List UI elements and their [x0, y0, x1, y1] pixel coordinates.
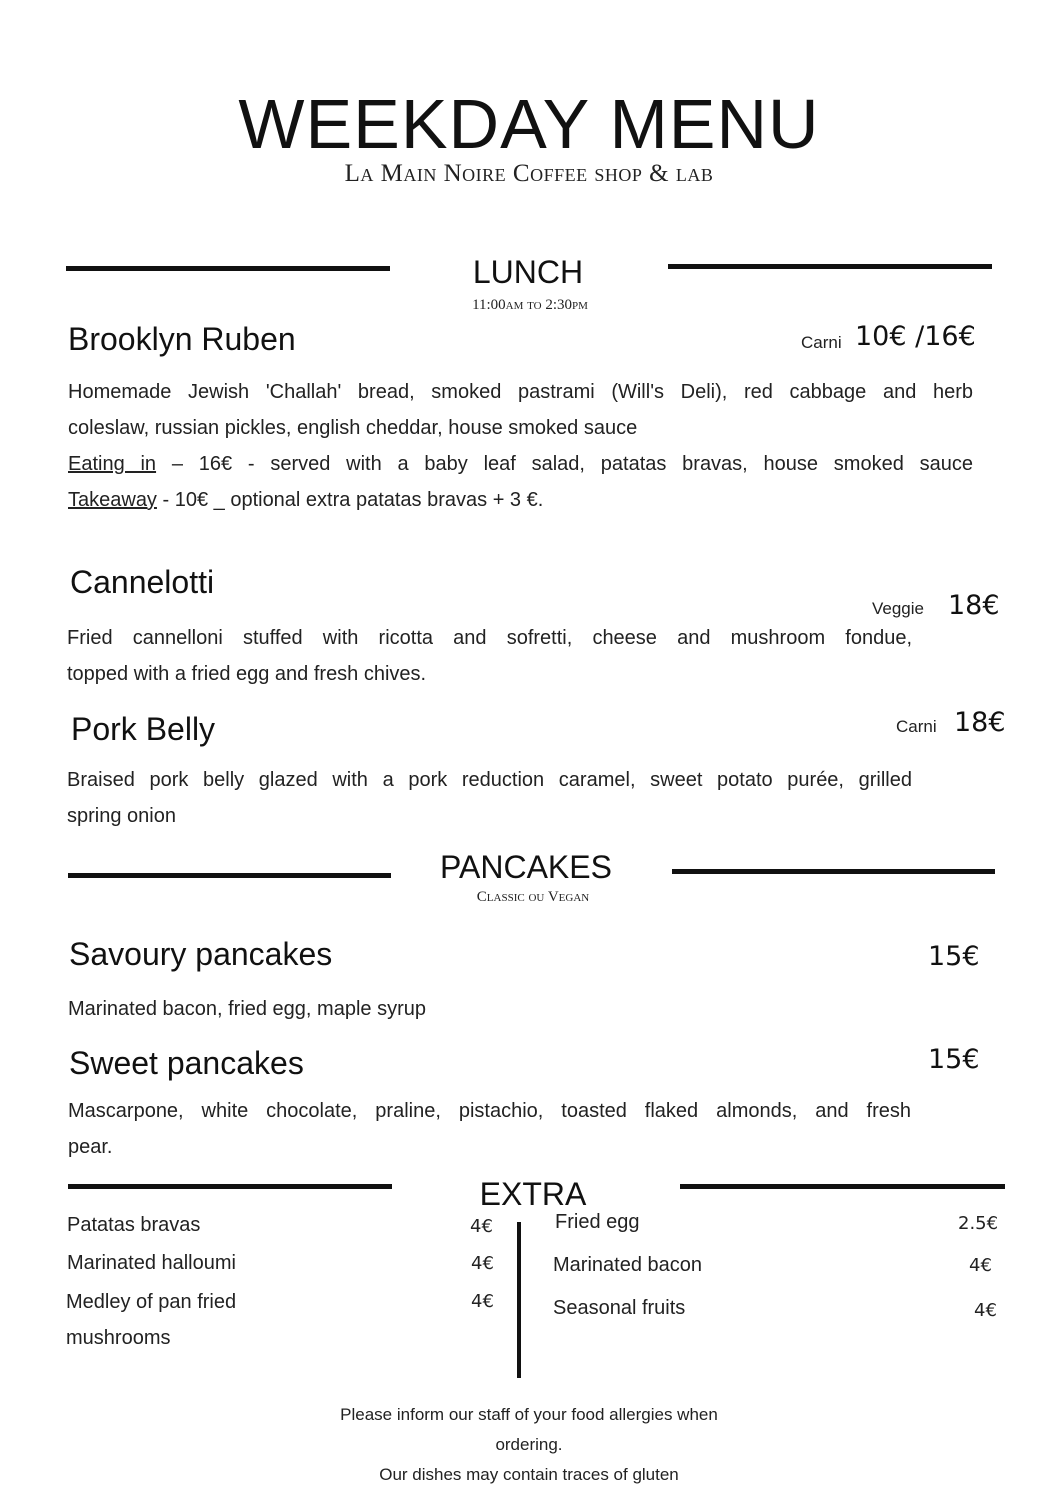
- dish-price: 18€: [948, 590, 1000, 621]
- description-line: Braised pork belly glazed with a pork reduction caramel, sweet potato purée, grilled: [67, 769, 912, 791]
- dish-name: Brooklyn Ruben: [68, 321, 296, 357]
- description-line: spring onion: [67, 805, 176, 827]
- takeaway-line: [68, 482, 973, 518]
- page-subtitle: La Main Noire Coffee shop & lab: [344, 160, 714, 187]
- lunch-section-title: LUNCH: [472, 254, 584, 290]
- eating-in-text: – 16€ - served with a baby leaf salad, patatas bravas, house smoked sauce: [156, 453, 973, 475]
- takeaway-label: Takeaway: [68, 489, 157, 511]
- extra-column-divider: [517, 1222, 521, 1378]
- allergy-notice: ordering.: [495, 1435, 563, 1454]
- dish-description: [68, 374, 973, 518]
- dish-name: Cannelotti: [70, 564, 215, 600]
- dish-price: 15€: [928, 941, 980, 972]
- dish-name: Pork Belly: [71, 711, 216, 747]
- description-line: Homemade Jewish 'Challah' bread, smoked pastrami (Will's Deli), red cabbage and herb: [68, 381, 973, 403]
- dish-tag: Veggie: [872, 599, 924, 618]
- eating-in-line: [68, 446, 973, 482]
- dish-name: Savoury pancakes: [69, 936, 333, 972]
- extra-item-name: Marinated halloumi: [67, 1252, 236, 1274]
- description-line: pear.: [68, 1136, 113, 1158]
- dish-price: 10€ /16€: [855, 321, 976, 352]
- dish-description: [67, 762, 912, 834]
- dish-description: [67, 620, 912, 692]
- section-divider-right: [668, 264, 992, 269]
- takeaway-text: - 10€ _ optional extra patatas bravas + 3 €.: [156, 489, 544, 511]
- description-line: Fried cannelloni stuffed with ricotta and sofretti, cheese and mushroom fondue,: [67, 627, 912, 649]
- extra-item-name-continued: mushrooms: [66, 1327, 171, 1349]
- eating-in-label: Eating in: [68, 453, 157, 475]
- pancakes-section-title: PANCAKES: [440, 849, 612, 885]
- dish-price: 18€: [954, 707, 1006, 738]
- section-divider-left: [68, 873, 391, 878]
- section-divider-left: [66, 266, 390, 271]
- extra-item-name: Patatas bravas: [67, 1214, 201, 1236]
- description-line: topped with a fried egg and fresh chives.: [67, 663, 427, 685]
- gluten-notice: Our dishes may contain traces of gluten: [379, 1465, 679, 1484]
- description-line: coleslaw, russian pickles, english cheddar, house smoked sauce: [68, 417, 638, 439]
- dish-description: [68, 1093, 911, 1165]
- description-line: Mascarpone, white chocolate, praline, pistachio, toasted flaked almonds, and fresh: [68, 1100, 911, 1122]
- dish-price: 15€: [928, 1044, 980, 1075]
- page-title: WEEKDAY MENU: [238, 85, 820, 163]
- dish-tag: Carni: [896, 717, 937, 736]
- allergy-notice: Please inform our staff of your food allergies when: [340, 1405, 718, 1424]
- extra-item-price: 4€: [471, 1291, 494, 1312]
- extra-section-title: EXTRA: [479, 1176, 587, 1212]
- extra-item-price: 4€: [470, 1216, 493, 1237]
- extra-item-price: 4€: [969, 1255, 992, 1276]
- extra-item-price: 2.5€: [958, 1213, 999, 1234]
- lunch-hours: 11:00am to 2:30pm: [472, 297, 588, 313]
- description-line: Marinated bacon, fried egg, maple syrup: [68, 998, 426, 1020]
- dish-description: [68, 991, 913, 1027]
- extra-item-name: Seasonal fruits: [553, 1297, 686, 1319]
- extra-item-price: 4€: [471, 1253, 494, 1274]
- extra-item-price: 4€: [974, 1300, 997, 1321]
- pancakes-subtitle: Classic ou Vegan: [476, 889, 590, 905]
- section-divider-right: [672, 869, 995, 874]
- extra-item-name: Medley of pan fried: [66, 1291, 237, 1313]
- extra-item-name: Fried egg: [555, 1211, 640, 1233]
- dish-name: Sweet pancakes: [69, 1045, 304, 1081]
- extra-item-name: Marinated bacon: [553, 1254, 702, 1276]
- section-divider-left: [68, 1184, 392, 1189]
- section-divider-right: [680, 1184, 1005, 1189]
- dish-tag: Carni: [801, 333, 842, 352]
